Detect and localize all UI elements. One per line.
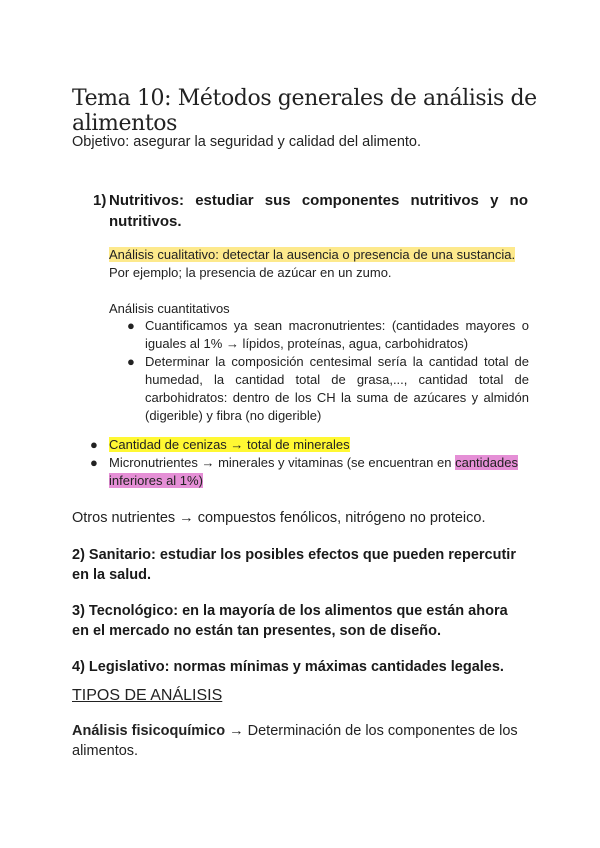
qualitative-block — [109, 246, 529, 282]
bullet-icon: ● — [90, 455, 98, 470]
list-item — [127, 317, 529, 353]
list-item — [90, 454, 530, 490]
qualitative-highlight: Análisis cualitativo: detectar la ausencia o presencia de una sustancia. — [109, 247, 516, 262]
bullet-icon: ● — [127, 354, 135, 369]
section-1-number: 1) — [93, 192, 107, 209]
section-2-heading: 2) Sanitario: estudiar los posibles efectos que pueden repercutir en la salud. — [72, 547, 516, 583]
micronutrients-text: Micronutrientes → minerales y vitaminas (se encuentran en — [109, 455, 456, 470]
objective-text: Objetivo: asegurar la seguridad y calidad del alimento. — [72, 134, 422, 150]
minerals-list — [90, 436, 530, 490]
list-item-text: Cuantificamos ya sean macronutrientes: (cantidades mayores o iguales al 1% → lípidos, proteínas, agua, carbohidratos) — [145, 318, 529, 351]
page-title: Tema 10: Métodos generales de análisis de alimentos — [72, 86, 537, 136]
section-4-heading: 4) Legislativo: normas mínimas y máximas cantidades legales. — [72, 659, 504, 675]
micronutrients-highlight: cantidades inferiores al 1%) — [109, 455, 518, 488]
ash-highlight: Cantidad de cenizas → total de minerales — [109, 437, 350, 452]
section-1-text: Nutritivos: estudiar sus componentes nutritivos y no nutritivos. — [109, 192, 528, 230]
list-item-text: Determinar la composición centesimal sería la cantidad total de humedad, la cantidad total de grasa,..., cantidad total de carbohidratos: dentro de los CH la suma de azúcares y almidón (digerible) y fibra (no digerible) — [145, 354, 529, 423]
quantitative-list — [127, 317, 529, 425]
quantitative-heading: Análisis cuantitativos — [109, 301, 230, 316]
bullet-icon: ● — [90, 437, 98, 452]
analysis-types-heading: TIPOS DE ANÁLISIS — [72, 687, 223, 704]
list-item — [90, 436, 530, 454]
list-item — [127, 353, 529, 425]
physicochemical-text: → Determinación de los componentes de los alimentos. — [72, 723, 518, 759]
section-3-heading: 3) Tecnológico: en la mayoría de los alimentos que están ahora en el mercado no están tan presentes, son de diseño. — [72, 603, 508, 639]
other-nutrients-text: Otros nutrientes → compuestos fenólicos, nitrógeno no proteico. — [72, 510, 486, 526]
physicochemical-label: Análisis fisicoquímico — [72, 723, 226, 739]
qualitative-example: Por ejemplo; la presencia de azúcar en un zumo. — [109, 265, 392, 280]
bullet-icon: ● — [127, 318, 135, 333]
physicochemical-paragraph — [72, 721, 532, 761]
section-1-heading — [93, 190, 528, 232]
